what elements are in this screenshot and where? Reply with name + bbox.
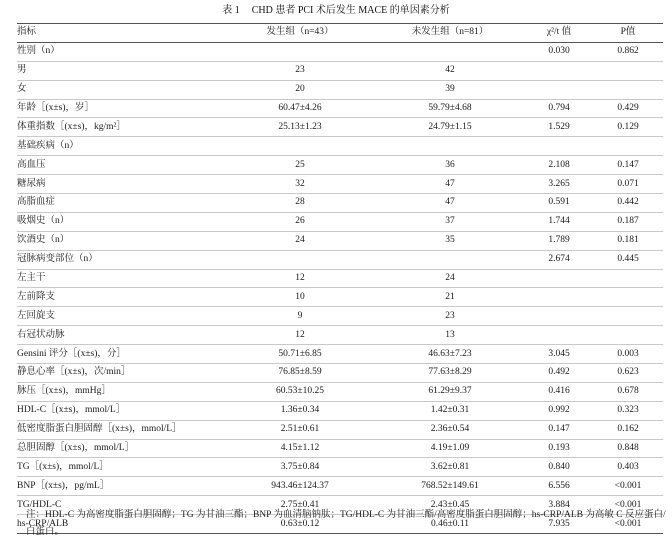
table-row xyxy=(17,250,663,269)
cell-indicator: BNP［(x±s)，pg/mL］ xyxy=(17,477,225,496)
cell-statistic: 0.492 xyxy=(525,364,593,383)
cell-indicator: TG/HDL-C xyxy=(17,496,225,515)
table-row xyxy=(17,118,663,137)
cell-p-value: 0.403 xyxy=(593,458,663,477)
cell-no-event-group xyxy=(375,137,525,156)
table-row xyxy=(17,175,663,194)
cell-event-group: 28 xyxy=(225,194,375,213)
cell-event-group: 24 xyxy=(225,231,375,250)
cell-event-group: 60.53±10.25 xyxy=(225,382,375,401)
cell-event-group: 9 xyxy=(225,307,375,326)
cell-p-value: 0.323 xyxy=(593,401,663,420)
cell-no-event-group: 46.63±7.23 xyxy=(375,345,525,364)
cell-event-group: 60.47±4.26 xyxy=(225,99,375,118)
cell-statistic xyxy=(525,326,593,345)
cell-p-value xyxy=(593,137,663,156)
cell-no-event-group: 59.79±4.68 xyxy=(375,99,525,118)
cell-p-value xyxy=(593,288,663,307)
cell-indicator: 吸烟史（n） xyxy=(17,212,225,231)
cell-p-value: 0.162 xyxy=(593,420,663,439)
table-title: CHD 患者 PCI 术后发生 MACE 的单因素分析 xyxy=(251,5,450,16)
cell-p-value xyxy=(593,61,663,80)
cell-indicator: 性别（n） xyxy=(17,42,225,61)
table-body xyxy=(17,42,663,533)
table-footnote: 注：HDL-C 为高密度脂蛋白胆固醇；TG 为甘油三酯；BNP 为血清脑钠肽；TG/HDL-C 为甘油三酯/高密度脂蛋白胆固醇；hs-CRP/ALB 为高敏 C 反应蛋白/白蛋白。 xyxy=(26,510,666,537)
cell-indicator: 左回旋支 xyxy=(17,307,225,326)
cell-statistic: 1.744 xyxy=(525,212,593,231)
cell-statistic: 1.789 xyxy=(525,231,593,250)
cell-event-group: 23 xyxy=(225,61,375,80)
cell-statistic: 0.147 xyxy=(525,420,593,439)
cell-event-group: 32 xyxy=(225,175,375,194)
cell-p-value: <0.001 xyxy=(593,477,663,496)
table-row xyxy=(17,137,663,156)
cell-statistic: 0.840 xyxy=(525,458,593,477)
table-header-row xyxy=(17,24,663,43)
cell-statistic xyxy=(525,137,593,156)
cell-event-group: 943.46±124.37 xyxy=(225,477,375,496)
cell-indicator: 体重指数［(x±s)，kg/m²］ xyxy=(17,118,225,137)
cell-event-group: 20 xyxy=(225,80,375,99)
cell-statistic: 0.030 xyxy=(525,42,593,61)
cell-event-group: 25 xyxy=(225,156,375,175)
cell-event-group: 50.71±6.85 xyxy=(225,345,375,364)
cell-no-event-group xyxy=(375,42,525,61)
cell-statistic xyxy=(525,288,593,307)
cell-event-group xyxy=(225,250,375,269)
table-row xyxy=(17,401,663,420)
cell-statistic: 0.591 xyxy=(525,194,593,213)
cell-p-value: 0.445 xyxy=(593,250,663,269)
table-number: 表 1 xyxy=(222,5,240,16)
cell-p-value: 0.623 xyxy=(593,364,663,383)
cell-p-value: 0.429 xyxy=(593,99,663,118)
cell-no-event-group: 768.52±149.61 xyxy=(375,477,525,496)
table-row xyxy=(17,326,663,345)
cell-event-group: 1.36±0.34 xyxy=(225,401,375,420)
data-table xyxy=(17,23,663,534)
cell-p-value xyxy=(593,307,663,326)
cell-indicator: 低密度脂蛋白胆固醇［(x±s)，mmol/L］ xyxy=(17,420,225,439)
cell-p-value xyxy=(593,269,663,288)
cell-no-event-group: 39 xyxy=(375,80,525,99)
cell-no-event-group: 21 xyxy=(375,288,525,307)
cell-indicator: 基础疾病（n） xyxy=(17,137,225,156)
cell-indicator: 男 xyxy=(17,61,225,80)
cell-event-group xyxy=(225,42,375,61)
table-row xyxy=(17,231,663,250)
cell-indicator: Gensini 评分［(x±s)，分］ xyxy=(17,345,225,364)
cell-indicator: 冠脉病变部位（n） xyxy=(17,250,225,269)
cell-indicator: 高血压 xyxy=(17,156,225,175)
cell-indicator: 糖尿病 xyxy=(17,175,225,194)
table-row xyxy=(17,439,663,458)
header-cell-p-value: P值 xyxy=(593,24,663,43)
cell-no-event-group: 24 xyxy=(375,269,525,288)
cell-indicator: 总胆固醇［(x±s)，mmol/L］ xyxy=(17,439,225,458)
cell-p-value xyxy=(593,80,663,99)
cell-statistic: 1.529 xyxy=(525,118,593,137)
cell-event-group: 0.63±0.12 xyxy=(225,515,375,534)
cell-no-event-group: 23 xyxy=(375,307,525,326)
cell-no-event-group: 37 xyxy=(375,212,525,231)
table-row xyxy=(17,345,663,364)
cell-indicator: HDL-C［(x±s)，mmol/L］ xyxy=(17,401,225,420)
cell-no-event-group: 3.62±0.81 xyxy=(375,458,525,477)
cell-p-value: 0.147 xyxy=(593,156,663,175)
cell-no-event-group: 24.79±1.15 xyxy=(375,118,525,137)
cell-statistic: 2.674 xyxy=(525,250,593,269)
cell-p-value: <0.001 xyxy=(593,515,663,534)
cell-no-event-group: 47 xyxy=(375,194,525,213)
cell-statistic xyxy=(525,80,593,99)
cell-statistic: 2.108 xyxy=(525,156,593,175)
cell-statistic: 0.416 xyxy=(525,382,593,401)
table-caption xyxy=(0,5,672,17)
cell-indicator: 年龄［(x±s)，岁］ xyxy=(17,99,225,118)
cell-statistic: 0.193 xyxy=(525,439,593,458)
cell-no-event-group: 77.63±8.29 xyxy=(375,364,525,383)
cell-event-group: 2.51±0.61 xyxy=(225,420,375,439)
table-row xyxy=(17,212,663,231)
cell-statistic: 7.935 xyxy=(525,515,593,534)
cell-no-event-group: 13 xyxy=(375,326,525,345)
cell-event-group: 12 xyxy=(225,326,375,345)
cell-indicator: 静息心率［(x±s)，次/min］ xyxy=(17,364,225,383)
cell-p-value: 0.678 xyxy=(593,382,663,401)
cell-indicator: 脉压［(x±s)，mmHg］ xyxy=(17,382,225,401)
cell-no-event-group xyxy=(375,250,525,269)
table-row xyxy=(17,80,663,99)
cell-indicator: hs-CRP/ALB xyxy=(17,515,225,534)
table-row xyxy=(17,477,663,496)
cell-p-value: 0.862 xyxy=(593,42,663,61)
table-row xyxy=(17,307,663,326)
cell-no-event-group: 36 xyxy=(375,156,525,175)
header-cell-statistic: χ²/t 值 xyxy=(525,24,593,43)
cell-no-event-group: 0.46±0.11 xyxy=(375,515,525,534)
cell-p-value: <0.001 xyxy=(593,496,663,515)
cell-indicator: 饮酒史（n） xyxy=(17,231,225,250)
cell-statistic: 3.045 xyxy=(525,345,593,364)
table-row xyxy=(17,382,663,401)
cell-indicator: 女 xyxy=(17,80,225,99)
cell-indicator: 高脂血症 xyxy=(17,194,225,213)
header-cell-no-event-group: 未发生组（n=81） xyxy=(375,24,525,43)
cell-p-value: 0.003 xyxy=(593,345,663,364)
cell-event-group: 4.15±1.12 xyxy=(225,439,375,458)
table-row xyxy=(17,99,663,118)
cell-statistic: 6.556 xyxy=(525,477,593,496)
cell-no-event-group: 42 xyxy=(375,61,525,80)
cell-statistic xyxy=(525,307,593,326)
cell-statistic xyxy=(525,61,593,80)
table-row xyxy=(17,364,663,383)
cell-no-event-group: 2.43±0.45 xyxy=(375,496,525,515)
table-row xyxy=(17,288,663,307)
cell-no-event-group: 47 xyxy=(375,175,525,194)
cell-p-value: 0.071 xyxy=(593,175,663,194)
table-row xyxy=(17,420,663,439)
table-row xyxy=(17,156,663,175)
header-cell-event-group: 发生组（n=43） xyxy=(225,24,375,43)
table-row xyxy=(17,194,663,213)
cell-event-group: 10 xyxy=(225,288,375,307)
cell-no-event-group: 4.19±1.09 xyxy=(375,439,525,458)
cell-p-value: 0.187 xyxy=(593,212,663,231)
cell-p-value: 0.129 xyxy=(593,118,663,137)
cell-statistic: 0.992 xyxy=(525,401,593,420)
cell-statistic xyxy=(525,269,593,288)
cell-p-value: 0.181 xyxy=(593,231,663,250)
table-row xyxy=(17,61,663,80)
header-cell-indicator: 指标 xyxy=(17,24,225,43)
cell-indicator: 右冠状动脉 xyxy=(17,326,225,345)
cell-indicator: TG［(x±s)，mmol/L］ xyxy=(17,458,225,477)
cell-p-value xyxy=(593,326,663,345)
cell-no-event-group: 61.29±9.37 xyxy=(375,382,525,401)
cell-no-event-group: 1.42±0.31 xyxy=(375,401,525,420)
cell-event-group xyxy=(225,137,375,156)
cell-event-group: 26 xyxy=(225,212,375,231)
cell-indicator: 左前降支 xyxy=(17,288,225,307)
cell-indicator: 左主干 xyxy=(17,269,225,288)
cell-event-group: 2.75±0.41 xyxy=(225,496,375,515)
table-row xyxy=(17,269,663,288)
cell-statistic: 3.265 xyxy=(525,175,593,194)
table-row xyxy=(17,42,663,61)
cell-statistic: 3.884 xyxy=(525,496,593,515)
cell-event-group: 76.85±8.59 xyxy=(225,364,375,383)
cell-no-event-group: 35 xyxy=(375,231,525,250)
cell-event-group: 25.13±1.23 xyxy=(225,118,375,137)
cell-p-value: 0.848 xyxy=(593,439,663,458)
cell-statistic: 0.794 xyxy=(525,99,593,118)
cell-event-group: 3.75±0.84 xyxy=(225,458,375,477)
table-row xyxy=(17,458,663,477)
cell-no-event-group: 2.36±0.54 xyxy=(375,420,525,439)
cell-p-value: 0.442 xyxy=(593,194,663,213)
cell-event-group: 12 xyxy=(225,269,375,288)
